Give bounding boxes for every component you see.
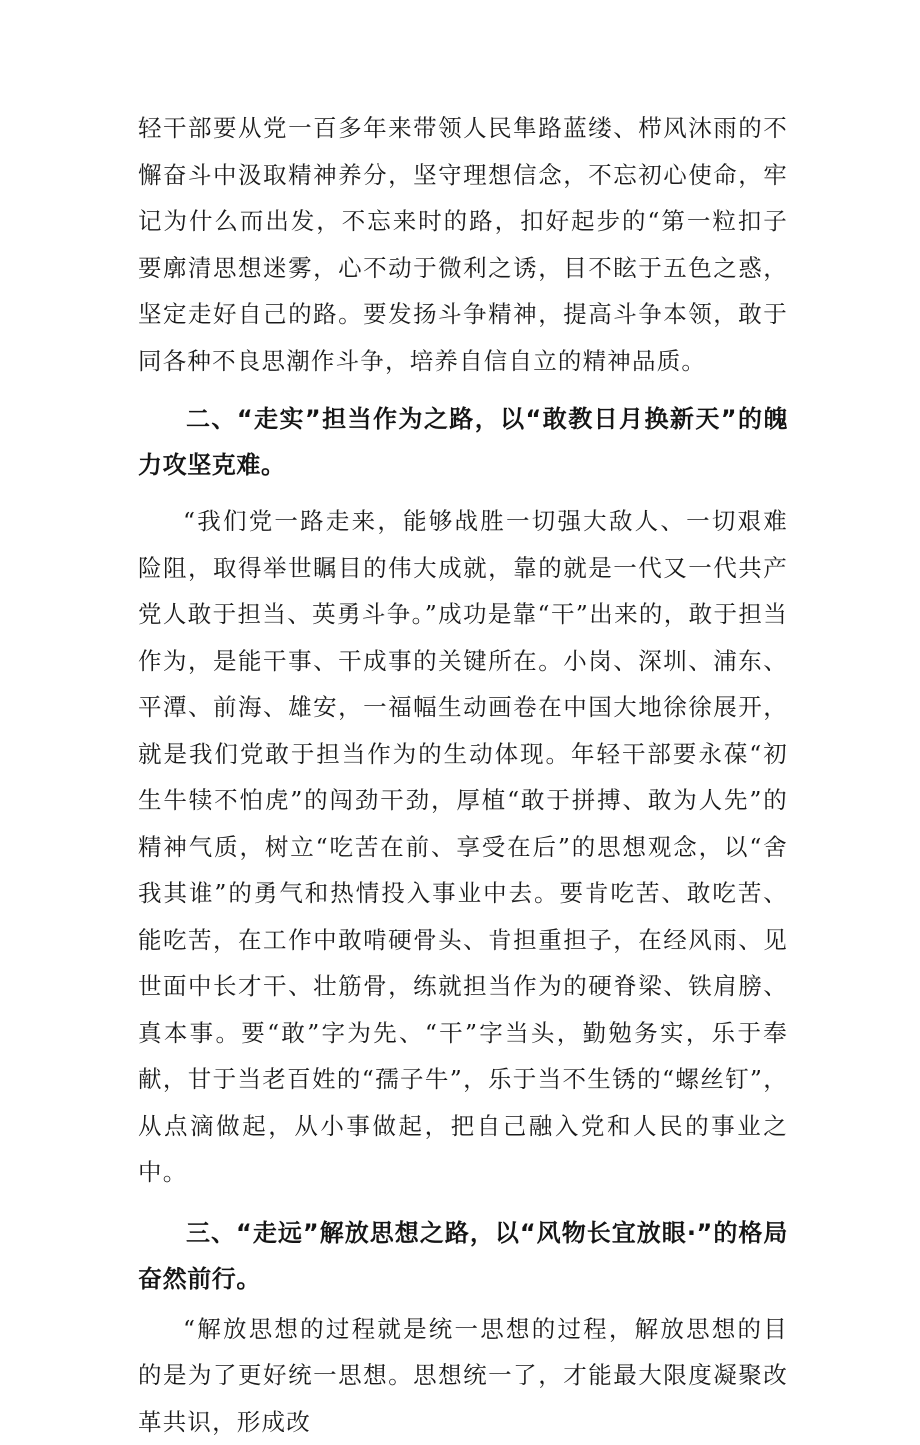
section-heading-3: 三、“走远”解放思想之路，以“风物长宜放眼·”的格局奋然前行。: [138, 1210, 788, 1302]
paragraph-continued: 轻干部要从党一百多年来带领人民隼路蓝缕、栉风沐雨的不懈奋斗中汲取精神养分，坚守理想信念，不忘初心使命，牢记为什么而出发，不忘来时的路，扣好起步的“第一粒扣子要廓清思想迷雾，心不动于微利之诱，目不眩于五色之惑，坚定走好自己的路。要发扬斗争精神，提高斗争本领，敢于同各种不良思潮作斗争，培养自信自立的精神品质。: [138, 105, 788, 384]
document-body: [138, 105, 788, 1445]
paragraph-section-3: “解放思想的过程就是统一思想的过程，解放思想的目的是为了更好统一思想。思想统一了，才能最大限度凝聚改革共识，形成改: [138, 1306, 788, 1445]
paragraph-section-2: “我们党一路走来，能够战胜一切强大敌人、一切艰难险阻，取得举世瞩目的伟大成就，靠的就是一代又一代共产党人敢于担当、英勇斗争。”成功是靠“干”出来的，敢于担当作为，是能干事、干成事的关键所在。小岗、深圳、浦东、平潭、前海、雄安，一福幅生动画卷在中国大地徐徐展开，就是我们党敢于担当作为的生动体现。年轻干部要永葆“初生牛犊不怕虎”的闯劲干劲，厚植“敢于拼搏、敢为人先”的精神气质，树立“吃苦在前、享受在后”的思想观念，以“舍我其谁”的勇气和热情投入事业中去。要肯吃苦、敢吃苦、能吃苦，在工作中敢啃硬骨头、肯担重担子，在经风雨、见世面中长才干、壮筋骨，练就担当作为的硬脊梁、铁肩膀、真本事。要“敢”字为先、“干”字当头，勤勉务实，乐于奉献，甘于当老百姓的“孺子牛”，乐于当不生锈的“螺丝钉”，从点滴做起，从小事做起，把自己融入党和人民的事业之中。: [138, 498, 788, 1196]
section-heading-2: 二、“走实”担当作为之路，以“敢教日月换新天”的魄力攻坚克难。: [138, 396, 788, 488]
